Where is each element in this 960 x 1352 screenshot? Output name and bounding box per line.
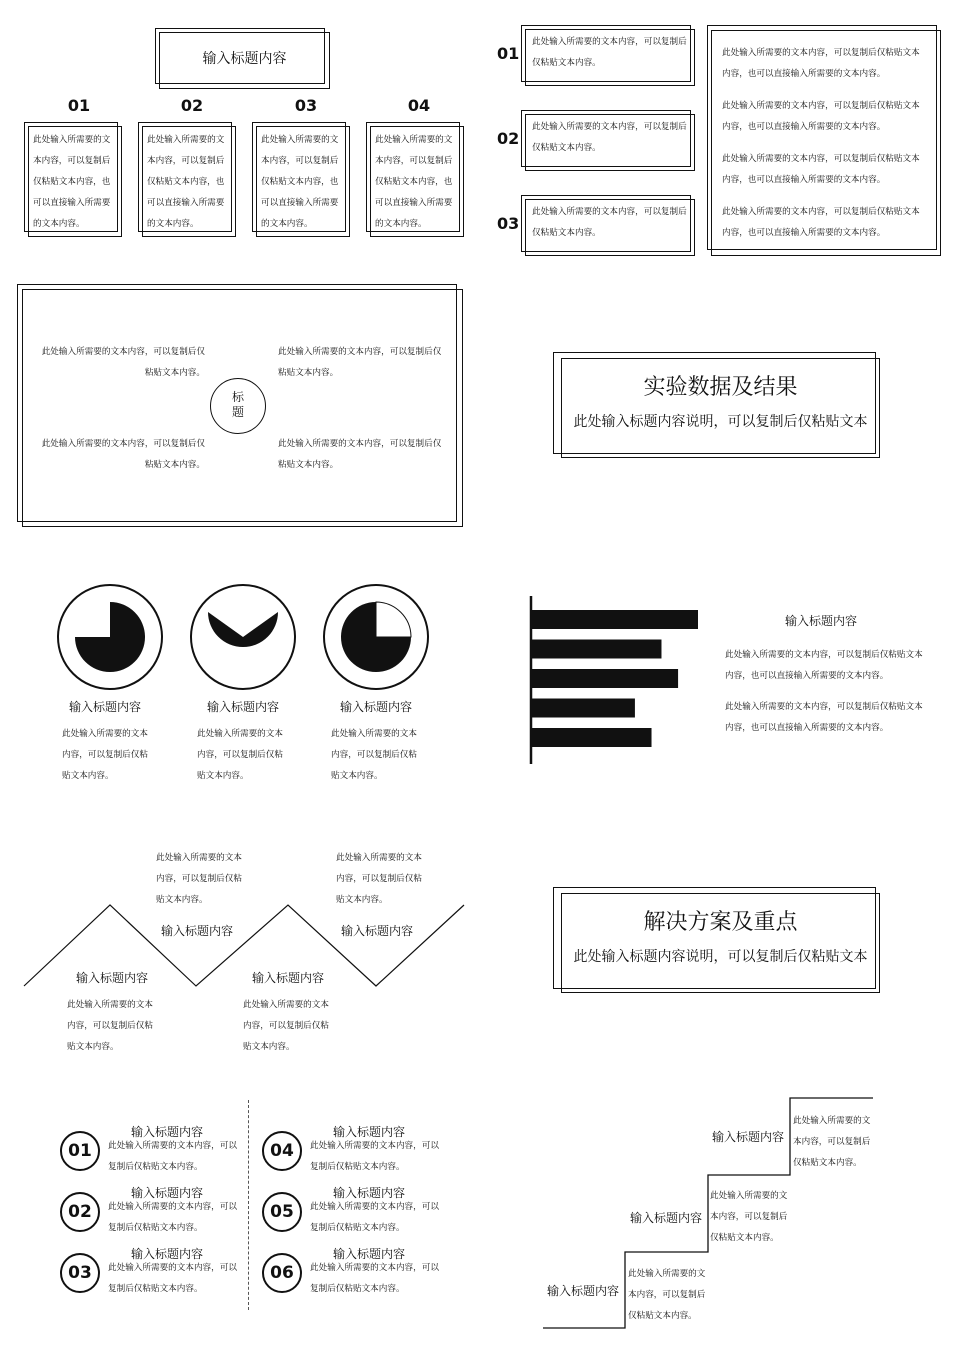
s10-step-3-title: 输入标题内容	[711, 1130, 784, 1144]
s9-title-3: 输入标题内容	[130, 1247, 203, 1261]
s9-num-5: 05	[262, 1192, 302, 1232]
s7-bottom-title-2: 输入标题内容	[251, 971, 324, 985]
bar-2	[532, 640, 661, 659]
s5-pie-3-slice-a	[376, 637, 411, 672]
s1-card-3: 此处输入所需要的文本内容，可以复制后仅粘贴文本内容，也可以直接输入所需要的文本内容。	[256, 126, 350, 237]
s6-para-2: 此处输入所需要的文本内容，可以复制后仅粘贴文本内容，也可以直接输入所需要的文本内容。	[725, 702, 923, 733]
s7-bottom-text-2: 此处输入所需要的文本内容，可以复制后仅粘贴文本内容。	[243, 1000, 329, 1052]
s9-title-1: 输入标题内容	[130, 1125, 203, 1139]
s4-subtitle: 此处输入标题内容说明，可以复制后仅粘贴文本	[573, 414, 868, 430]
s9-num-3: 03	[60, 1253, 100, 1293]
s6-bar-chart	[528, 592, 728, 772]
s9-num-4: 04	[262, 1131, 302, 1171]
s5-pie-1-slice	[75, 602, 145, 672]
s3-text-br: 此处输入所需要的文本内容，可以复制后仅粘贴文本内容。	[278, 439, 442, 470]
bar-3	[532, 669, 678, 688]
s9-title-4: 输入标题内容	[332, 1125, 405, 1139]
s2-row-1: 此处输入所需要的文本内容，可以复制后仅粘贴文本内容。	[525, 29, 695, 86]
s2-para-4: 此处输入所需要的文本内容，可以复制后仅粘贴文本内容，也可以直接输入所需要的文本内容。	[722, 207, 920, 238]
s9-text-3: 此处输入所需要的文本内容，可以复制后仅粘贴文本内容。	[108, 1263, 237, 1294]
s2-para-1: 此处输入所需要的文本内容，可以复制后仅粘贴文本内容，也可以直接输入所需要的文本内容。	[722, 48, 920, 79]
s1-num-1: 01	[67, 96, 91, 115]
s9-text-1: 此处输入所需要的文本内容，可以复制后仅粘贴文本内容。	[108, 1141, 237, 1172]
s10-step-1-text: 此处输入所需要的文本内容，可以复制后仅粘贴文本内容。	[628, 1269, 706, 1321]
s9-text-2: 此处输入所需要的文本内容，可以复制后仅粘贴文本内容。	[108, 1202, 237, 1233]
s1-header: 输入标题内容	[159, 32, 330, 89]
s10-step-2-title: 输入标题内容	[629, 1211, 702, 1225]
s3-text-tr: 此处输入所需要的文本内容，可以复制后仅粘贴文本内容。	[278, 347, 442, 378]
s2-para-2: 此处输入所需要的文本内容，可以复制后仅粘贴文本内容，也可以直接输入所需要的文本内容。	[722, 101, 920, 132]
s3-text-tl: 此处输入所需要的文本内容，可以复制后仅粘贴文本内容。	[41, 347, 205, 378]
s7-bottom-text-1: 此处输入所需要的文本内容，可以复制后仅粘贴文本内容。	[67, 1000, 153, 1052]
s7-bottom-title-1: 输入标题内容	[75, 971, 148, 985]
s7-top-title-1: 输入标题内容	[160, 924, 233, 938]
s1-num-3: 03	[294, 96, 318, 115]
s5-title-2: 输入标题内容	[206, 700, 279, 714]
s1-card-4: 此处输入所需要的文本内容，可以复制后仅粘贴文本内容，也可以直接输入所需要的文本内容。	[370, 126, 464, 237]
s1-card-1: 此处输入所需要的文本内容，可以复制后仅粘贴文本内容，也可以直接输入所需要的文本内容。	[28, 126, 122, 237]
s1-num-4: 04	[407, 96, 431, 115]
s6-bars	[532, 610, 698, 747]
s9-title-5: 输入标题内容	[332, 1186, 405, 1200]
s1-num-2: 02	[180, 96, 204, 115]
s5-text-2: 此处输入所需要的文本内容，可以复制后仅粘贴文本内容。	[197, 729, 283, 781]
s4-title: 实验数据及结果	[643, 375, 798, 400]
s9-text-5: 此处输入所需要的文本内容，可以复制后仅粘贴文本内容。	[310, 1202, 439, 1233]
s5-pie-2-slice	[208, 612, 278, 647]
s5-pie-3-slice-b	[341, 602, 376, 672]
bar-1	[532, 610, 698, 629]
s2-num-1: 01	[497, 44, 520, 63]
s9-divider	[248, 1100, 249, 1310]
s7-top-title-2: 输入标题内容	[340, 924, 413, 938]
s5-text-1: 此处输入所需要的文本内容，可以复制后仅粘贴文本内容。	[62, 729, 148, 781]
s9-num-1: 01	[60, 1131, 100, 1171]
s5-pie-3-slice-c	[376, 602, 411, 637]
bar-5	[532, 728, 652, 747]
s10-step-3-text: 此处输入所需要的文本内容，可以复制后仅粘贴文本内容。	[793, 1116, 871, 1168]
s7-top-text-2: 此处输入所需要的文本内容，可以复制后仅粘贴文本内容。	[336, 853, 422, 905]
s9-num-2: 02	[60, 1192, 100, 1232]
s8-subtitle: 此处输入标题内容说明，可以复制后仅粘贴文本	[573, 949, 868, 965]
s9-text-4: 此处输入所需要的文本内容，可以复制后仅粘贴文本内容。	[310, 1141, 439, 1172]
s9-num-6: 06	[262, 1253, 302, 1293]
s10-step-1-title: 输入标题内容	[546, 1284, 619, 1298]
s2-num-3: 03	[497, 214, 520, 233]
s5-title-3: 输入标题内容	[339, 700, 412, 714]
s5-text-3: 此处输入所需要的文本内容，可以复制后仅粘贴文本内容。	[331, 729, 417, 781]
s2-para-3: 此处输入所需要的文本内容，可以复制后仅粘贴文本内容，也可以直接输入所需要的文本内容。	[722, 154, 920, 185]
s2-row-2: 此处输入所需要的文本内容，可以复制后仅粘贴文本内容。	[525, 114, 695, 171]
s7-top-text-1: 此处输入所需要的文本内容，可以复制后仅粘贴文本内容。	[156, 853, 242, 905]
s6-para-1: 此处输入所需要的文本内容，可以复制后仅粘贴文本内容，也可以直接输入所需要的文本内容。	[725, 650, 923, 681]
s8-title: 解决方案及重点	[643, 910, 798, 935]
s2-row-3: 此处输入所需要的文本内容，可以复制后仅粘贴文本内容。	[525, 199, 695, 256]
s9-title-2: 输入标题内容	[130, 1186, 203, 1200]
s2-num-2: 02	[497, 129, 520, 148]
s6-title: 输入标题内容	[784, 614, 857, 628]
s5-title-1: 输入标题内容	[68, 700, 141, 714]
s9-title-6: 输入标题内容	[332, 1247, 405, 1261]
s5-pie-2	[190, 584, 296, 690]
bar-4	[532, 699, 635, 718]
s10-step-2-text: 此处输入所需要的文本内容，可以复制后仅粘贴文本内容。	[710, 1191, 788, 1243]
s5-pie-3	[323, 584, 429, 690]
s3-text-bl: 此处输入所需要的文本内容，可以复制后仅粘贴文本内容。	[41, 439, 205, 470]
s9-text-6: 此处输入所需要的文本内容，可以复制后仅粘贴文本内容。	[310, 1263, 439, 1294]
s1-card-2: 此处输入所需要的文本内容，可以复制后仅粘贴文本内容，也可以直接输入所需要的文本内容。	[142, 126, 236, 237]
s5-pie-1	[57, 584, 163, 690]
s3-center-title: 标 题	[231, 390, 244, 419]
